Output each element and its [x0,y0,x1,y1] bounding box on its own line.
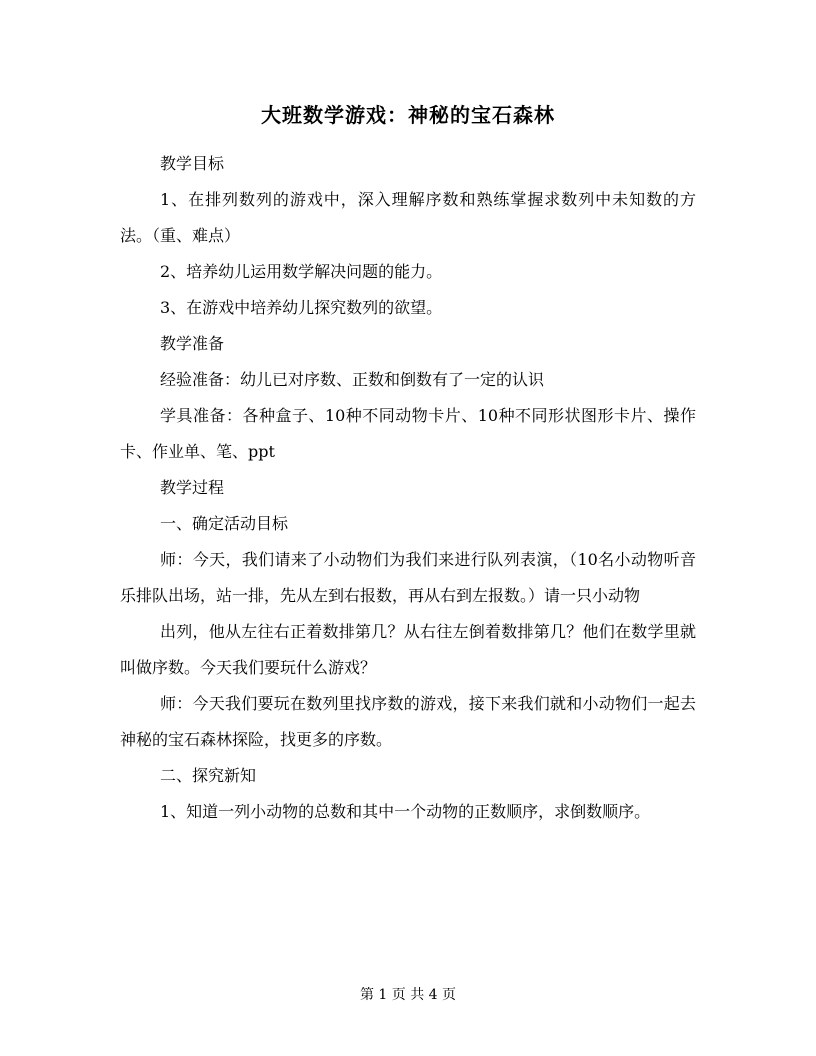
process-paragraph-2: 出列，他从左往右正着数排第几？从右往左倒着数排第几？他们在数学里就叫做序数。今天我们要玩什么游戏？ [120,622,696,677]
goal-item-2: 2、培养幼儿运用数学解决问题的能力。 [160,262,443,281]
section-heading-teaching-prep: 教学准备 [160,334,225,353]
document-body [120,146,696,830]
prep-experience: 经验准备：幼儿已对序数、正数和倒数有了一定的认识 [160,370,545,389]
document-title: 大班数学游戏：神秘的宝石森林 [261,103,555,127]
prep-materials: 学具准备：各种盒子、10种不同动物卡片、10种不同形状图形卡片、操作卡、作业单、笔、ppt [120,406,696,461]
process-step-1-heading: 一、确定活动目标 [160,514,289,533]
process-paragraph-3: 师：今天我们要玩在数列里找序数的游戏，接下来我们就和小动物们一起去神秘的宝石森林探险，找更多的序数。 [120,694,696,749]
goal-item-3: 3、在游戏中培养幼儿探究数列的欲望。 [160,298,443,317]
process-paragraph-1: 师：今天，我们请来了小动物们为我们来进行队列表演，（10名小动物听音乐排队出场，站一排，先从左到右报数，再从右到左报数。）请一只小动物 [120,550,696,605]
section-heading-teaching-goals: 教学目标 [160,154,225,173]
process-step-2-heading: 二、探究新知 [160,766,257,785]
page-number-footer: 第 1 页 共 4 页 [359,987,457,1003]
goal-item-1: 1、在排列数列的游戏中，深入理解序数和熟练掌握求数列中未知数的方法。（重、难点） [120,190,696,245]
process-paragraph-4: 1、知道一列小动物的总数和其中一个动物的正数顺序，求倒数顺序。 [160,802,651,821]
section-heading-teaching-process: 教学过程 [160,478,225,497]
